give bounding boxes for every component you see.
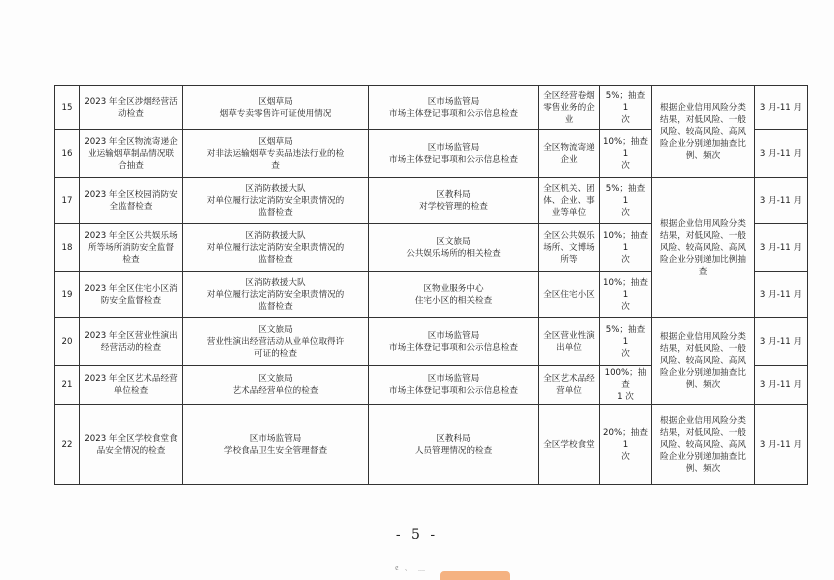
inspection-scope: 全区物流寄递 企业	[539, 130, 600, 178]
risk-note: 根据企业信用风险分类 结果，对低风险、一般 风险、较高风险、高风 险企业分别递加比例抽 查	[652, 178, 755, 318]
time-range: 3 月-11 月	[755, 178, 808, 224]
sampling-ratio: 10%；抽查 1 次	[600, 272, 652, 318]
coop-department: 区文旅局 公共娱乐场所的相关检查	[369, 224, 539, 272]
table-row	[55, 86, 808, 130]
time-range: 3 月-11 月	[755, 130, 808, 178]
inspection-scope: 全区经营卷烟 零售业务的企 业	[539, 86, 600, 130]
lead-department: 区烟草局 对非法运输烟草专卖品违法行业的检 查	[183, 130, 369, 178]
coop-department: 区市场监管局 市场主体登记事项和公示信息检查	[369, 366, 539, 405]
time-range: 3 月-11 月	[755, 272, 808, 318]
sampling-ratio: 20%；抽查 1 次	[600, 405, 652, 485]
table-row	[55, 405, 808, 485]
inspection-scope: 全区公共娱乐 场所、文博场 所等	[539, 224, 600, 272]
sampling-ratio: 10%；抽查 1 次	[600, 224, 652, 272]
sampling-ratio: 5%；抽查 1 次	[600, 178, 652, 224]
time-range: 3 月-11 月	[755, 86, 808, 130]
lead-department: 区消防救援大队 对单位履行法定消防安全职责情况的 监督检查	[183, 272, 369, 318]
row-number: 19	[55, 272, 80, 318]
coop-department: 区市场监管局 市场主体登记事项和公示信息检查	[369, 86, 539, 130]
sampling-ratio: 5%；抽查 1 次	[600, 318, 652, 366]
row-number: 18	[55, 224, 80, 272]
row-number: 16	[55, 130, 80, 178]
task-name: 2023 年全区艺术品经营 单位检查	[80, 366, 183, 405]
lead-department: 区烟草局 烟草专卖零售许可证使用情况	[183, 86, 369, 130]
row-number: 15	[55, 86, 80, 130]
coop-department: 区物业服务中心 住宅小区的相关检查	[369, 272, 539, 318]
inspection-scope: 全区机关、团 体、企业、事 业等单位	[539, 178, 600, 224]
sampling-ratio: 10%；抽查 1 次	[600, 130, 652, 178]
inspection-scope: 全区住宅小区	[539, 272, 600, 318]
inspection-scope: 全区艺术品经 营单位	[539, 366, 600, 405]
task-name: 2023 年全区涉烟经营活 动检查	[80, 86, 183, 130]
task-name: 2023 年全区学校食堂食 品安全情况的检查	[80, 405, 183, 485]
risk-note: 根据企业信用风险分类 结果，对低风险、一般 风险、较高风险、高风 险企业分别递加抽查比 例、频次	[652, 318, 755, 405]
task-name: 2023 年全区住宅小区消 防安全监督检查	[80, 272, 183, 318]
page-number: - 5 -	[395, 527, 439, 543]
lead-department: 区市场监管局 学校食品卫生安全管理督查	[183, 405, 369, 485]
task-name: 2023 年全区校园消防安 全监督检查	[80, 178, 183, 224]
sampling-ratio: 5%；抽查 1 次	[600, 86, 652, 130]
time-range: 3 月-11 月	[755, 405, 808, 485]
coop-department: 区教科局 对学校管理的检查	[369, 178, 539, 224]
coop-department: 区市场监管局 市场主体登记事项和公示信息检查	[369, 130, 539, 178]
time-range: 3 月-11 月	[755, 366, 808, 405]
task-name: 2023 年全区物流寄递企 业运输烟草制品情况联 合抽查	[80, 130, 183, 178]
coop-department: 区市场监管局 市场主体登记事项和公示信息检查	[369, 318, 539, 366]
task-name: 2023 年全区营业性演出 经营活动的检查	[80, 318, 183, 366]
time-range: 3 月-11 月	[755, 224, 808, 272]
table-row	[55, 318, 808, 366]
time-range: 3 月-11 月	[755, 318, 808, 366]
lead-department: 区文旅局 营业性演出经营活动从业单位取得许 可证的检查	[183, 318, 369, 366]
stamp-fragment	[440, 571, 510, 580]
coop-department: 区教科局 人员管理情况的检查	[369, 405, 539, 485]
lead-department: 区文旅局 艺术品经营单位的检查	[183, 366, 369, 405]
inspection-scope: 全区学校食堂	[539, 405, 600, 485]
row-number: 20	[55, 318, 80, 366]
table-row	[55, 178, 808, 224]
row-number: 17	[55, 178, 80, 224]
inspection-scope: 全区营业性演 出单位	[539, 318, 600, 366]
lead-department: 区消防救援大队 对单位履行法定消防安全职责情况的 监督检查	[183, 178, 369, 224]
risk-note: 根据企业信用风险分类 结果，对低风险、一般 风险、较高风险、高风 险企业分别递加抽查比 例、频次	[652, 405, 755, 485]
sampling-ratio: 100%；抽查 1 次	[600, 366, 652, 405]
task-name: 2023 年全区公共娱乐场 所等场所消防安全监督 检查	[80, 224, 183, 272]
risk-note: 根据企业信用风险分类 结果，对低风险、一般 风险、较高风险、高风 险企业分别递加抽查比 例、频次	[652, 86, 755, 178]
handwritten-mark: ዩ 、 ﹏	[395, 564, 427, 572]
row-number: 22	[55, 405, 80, 485]
row-number: 21	[55, 366, 80, 405]
lead-department: 区消防救援大队 对单位履行法定消防安全职责情况的 监督检查	[183, 224, 369, 272]
inspection-table	[54, 85, 808, 485]
